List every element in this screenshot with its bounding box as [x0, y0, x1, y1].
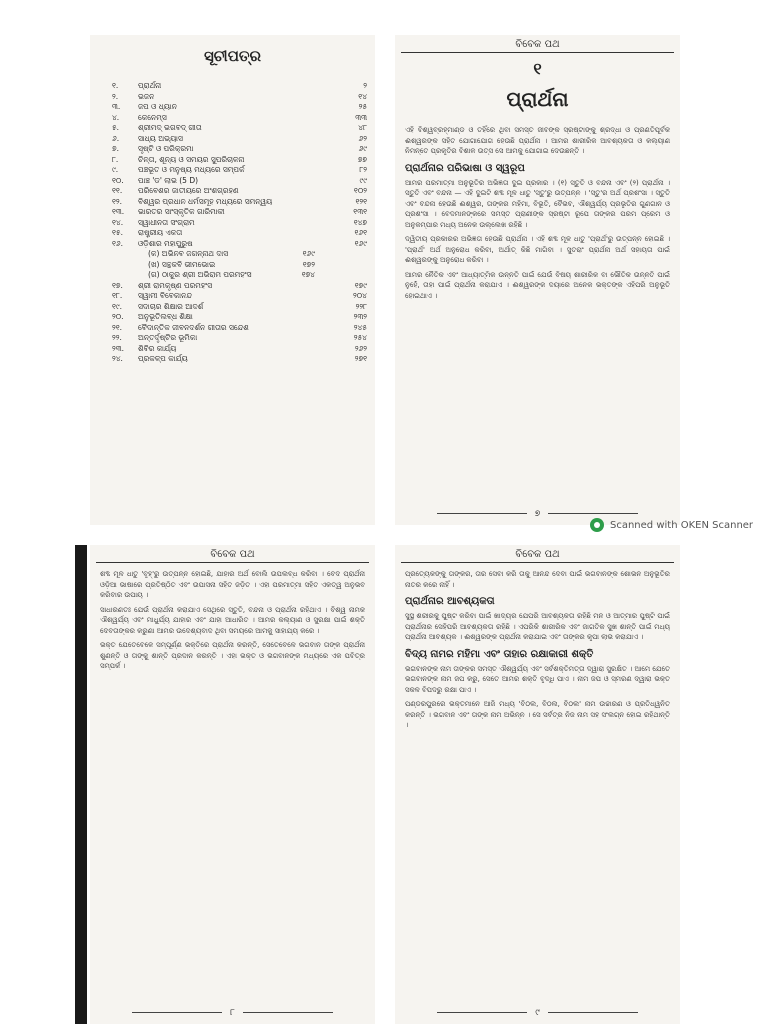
body-paragraph: ସାଧାରଣତଃ ଯେଉଁ ପ୍ରାର୍ଥନା କରାଯାଏ ସେଥିରେ ସ୍ତୁତି, ବନ୍ଦନା ଓ ପ୍ରାର୍ଥନା ରହିଥାଏ । ବିଶ୍ୱ ନାମକ ଐଶ୍ୱର୍ଯ୍ୟ ଏବଂ ମାଧୁର୍ଯ୍ୟ ଯାହାର ଏବଂ ଯାହା ଆଧାରିତ । ଆମର କଲ୍ୟାଣ ଓ ସୁରକ୍ଷା ପାଇଁ ଶକ୍ତି ଦେବତାଙ୍କର କରୁଣା ଆମର ଉଦେଶ୍ୟବାଦ ଥିବା ସମୟରେ ଆମକୁ ସାହାଯ୍ୟ କରେ । [100, 605, 365, 635]
intro-paragraph: ଏହି ବିଶ୍ୱବ୍ରହ୍ମାଣ୍ଡ ଓ ତହିଁରେ ଥିବା ସମସ୍ତ ଜୀବଙ୍କ ସ୍ରଷ୍ଟାଙ୍କୁ ଶ୍ରଦ୍ଧା ଓ ପ୍ରଣତିପୂର୍ବକ ଈଶ୍ୱରଙ୍କ ସହିତ ଯୋଗାଯୋଗ ହେଉଛି ପ୍ରାର୍ଥନା । ଆମର ଶାରୀରିକ ଆବଶ୍ୟକତା ଓ କଲ୍ୟାଣ ନିମନ୍ତେ ପ୍ରକୃତିର ବିଶାଳ ଉତ୍ସ ସେ ଆମକୁ ଯୋଗାଇ ଦେଉଛନ୍ତି । [405, 126, 670, 155]
toc-entry [90, 165, 375, 176]
chapter-number: ୧ [533, 59, 542, 78]
toc-label: ଅନ୍ତର୍ଦୃଷ୍ଟିର ଭୂମିକା [138, 333, 198, 342]
toc-entry [90, 197, 375, 208]
body-paragraph: ପଣ୍ଡରପୁରରେ ଭକ୍ତମାନେ ଆଜି ମଧ୍ୟ 'ବିଠଲ, ବିଠଲ, ବିଠଲ' ନାମ ଉଚ୍ଚାରଣ ଓ ପ୍ରତିଧ୍ୱନିତ କରନ୍ତି । ଭଗବାନ ଏବଂ ତାଙ୍କ ନାମ ଅଭିନ୍ନ । ସେ ସର୍ବତ୍ର ନିଜ ନାମ ସହ ସଂଲଗ୍ନ ହୋଇ ରହିଥାନ୍ତି । [405, 700, 670, 729]
toc-number: ୧୦. [112, 175, 124, 185]
toc-entry [90, 134, 375, 145]
toc-sub-entry [90, 249, 375, 260]
toc-number: ୮. [112, 154, 119, 164]
toc-page: ୮୨ [359, 165, 367, 174]
toc-number: ୧୭. [112, 280, 123, 290]
toc-page: ୧୭୯ [354, 280, 367, 290]
toc-number: ୨୦. [112, 312, 124, 321]
toc-label: (କ) ଅଭିନବ ଜଗନ୍ନାଥ ଦାସ [148, 249, 229, 258]
page-header: ବିବେକ ପଥ [401, 545, 674, 563]
toc-number: ୧୪. [112, 217, 124, 227]
page-header: ବିବେକ ପଥ [96, 545, 369, 563]
page-right-bottom [395, 545, 680, 1024]
toc-entry [90, 281, 375, 292]
toc-label: ଭଜନ [138, 91, 155, 101]
toc-label: ଚିନ୍ତା, ଶୂନ୍ୟ ଓ ସମୟର ସୁପରିଚାଳନା [138, 154, 245, 164]
toc-entry [90, 239, 375, 250]
section-heading: ପ୍ରାର୍ଥନାର ପରିଭାଷା ଓ ସ୍ୱରୂପ [405, 162, 525, 174]
toc-label: ପ୍ରକଳ୍ପ କାର୍ଯ୍ୟ [138, 354, 188, 363]
toc-page: ୨ [363, 81, 367, 90]
toc-entry [90, 323, 375, 334]
toc-entry [90, 123, 375, 134]
toc-entry [90, 144, 375, 155]
scanner-label: Scanned with OKEN Scanner [610, 519, 754, 531]
toc-page: ୧୪ [358, 91, 367, 101]
toc-page: ୧୭୪ [301, 270, 315, 279]
toc-label: ବିଶ୍ୱର ପ୍ରଧାନ ଧର୍ମସମୂହ ମଧ୍ୟରେ ସମନ୍ୱୟ [138, 196, 273, 206]
toc-label: ସଦାଚାର ଶିକ୍ଷାର ଆଦର୍ଶ [138, 301, 204, 311]
toc-page: ୧୬୯ [354, 238, 367, 248]
toc-label: ସୃଷ୍ଟି ଓ ପରିକ୍ରମା [138, 144, 194, 153]
toc-page: ୨୦୪ [353, 291, 367, 300]
toc-number: ୨୪. [112, 354, 123, 363]
toc-page: ୨୪୫ [353, 322, 367, 332]
toc-page: ୯୯ [359, 175, 367, 185]
toc-page: ୭୭ [357, 154, 367, 164]
toc-number: ୧୮. [112, 291, 123, 300]
toc-number: ୧୨. [112, 196, 123, 206]
toc-page: ୬୯ [358, 144, 367, 153]
toc-label: (ଖ) ସନ୍ଥକବି ଭୀମଭୋଇ [148, 259, 216, 269]
toc-page: ୨୨୮ [355, 301, 367, 311]
body-paragraph: ଶବ୍ଦ ମୂଳ ଧାତୁ 'ବୃହ୍'ରୁ ଉତ୍ପନ୍ନ ହୋଇଛି, ଯାହାର ଅର୍ଥ ବୋଲି ଉପଲବ୍ଧ କରିବା । ବେଦ ପ୍ରାର୍ଥନା ଓଡ଼ିଆ ଭାଷାରେ ପ୍ରତିଷ୍ଠିତ ଏବଂ ଉପାସନା ସହିତ ଜଡ଼ିତ । ଏହା ପରମାତ୍ମା ସହିତ ଏକତ୍ୱ ଅନୁଭବ କରିବାର ଉପାୟ । [100, 570, 365, 599]
toc-number: ୪. [112, 112, 120, 122]
body-paragraph: ଭକ୍ତ ଯେତେବେଳେ ସମ୍ପୂର୍ଣ୍ଣ ଭକ୍ତିରେ ପ୍ରାର୍ଥନା କରନ୍ତି, ସେତେବେଳେ ଭଗବାନ ତାଙ୍କ ପ୍ରାର୍ଥନା ଶୁଣନ୍ତି ଓ ତାଙ୍କୁ ଶାନ୍ତି ପ୍ରଦାନ କରନ୍ତି । ଏହା ଭକ୍ତ ଓ ଭଗବାନଙ୍କ ମଧ୍ୟରେ ଏକ ପବିତ୍ର ସମ୍ପର୍କ । [100, 641, 365, 670]
toc-label: ଅନୁଭୂତିଲବ୍ଧ ଶିକ୍ଷା [138, 312, 193, 321]
toc-page: ୧୬୯ [302, 249, 315, 258]
scanner-watermark [590, 518, 753, 532]
toc-page: ୧୩୧ [353, 207, 367, 216]
toc-entry [90, 218, 375, 229]
toc-label: ସ୍ୱାଧୀନତା ସଂଗ୍ରାମ [138, 217, 195, 227]
toc-page: ୧୪୭ [353, 217, 367, 227]
toc-page: ୧୨୧ [355, 196, 367, 206]
toc-entry [90, 333, 375, 344]
toc-title: ସୂଚୀପତ୍ର [203, 47, 261, 65]
toc-page: ୧୦୨ [353, 186, 367, 195]
toc-number: ୯. [112, 165, 119, 174]
toc-page: ୪୮ [358, 123, 367, 132]
toc-page: ୨୭୧ [354, 354, 367, 363]
page-number: ୮ [90, 1008, 375, 1018]
toc-entry [90, 81, 375, 92]
toc-label: ଶ୍ରୀ ରାମକୃଷ୍ଣ ପରମହଂସ [138, 280, 213, 290]
toc-page [90, 35, 375, 525]
page-left-bottom [90, 545, 375, 1024]
toc-page: ୧୭୨ [302, 259, 315, 269]
toc-label: ବୈଦାନ୍ତିକ ଜୀବନଦର୍ଶନ ଗୀତାର ସନ୍ଦେଶ [138, 322, 249, 332]
toc-number: ୧. [112, 81, 119, 90]
toc-number: ୧୧. [112, 186, 123, 195]
toc-label: ଭାରତର ସାଂସ୍କୃତିକ ଗାରିମାକୀ [138, 207, 225, 216]
toc-label: ସାଧ୍ୟ ଅଭ୍ୟାସ [138, 133, 183, 143]
toc-number: ୧୩. [112, 207, 125, 216]
toc-sub-entry [90, 260, 375, 271]
toc-entry [90, 291, 375, 302]
toc-page: ୨୫୪ [353, 333, 367, 342]
body-paragraph: ପ୍ରତ୍ୟେକଙ୍କୁ ତାଙ୍କର, ତାର ସେବା କରି ତାକୁ ଆନନ୍ଦ ଦେବା ପାଇଁ ଭଗବାନଙ୍କ ଶୋଭନ ଅନୁଭୂତିର ନାତର କରେ ନାହିଁ । [405, 570, 670, 589]
toc-entry [90, 102, 375, 113]
toc-page: ୩୩ [355, 112, 367, 122]
toc-page: ୨୬୨ [354, 343, 367, 353]
toc-label: ପାଞ୍ଚ 'ଡ' ଲାଭ (5 D) [138, 175, 199, 185]
oken-scanner-icon [590, 518, 604, 532]
page-edge-shadow [75, 545, 87, 1024]
body-paragraph: ଆମର ନୈତିକ ଏବଂ ଆଧ୍ୟାତ୍ମିକ ଉନ୍ନତି ପାଇଁ ଯେଉଁ ବିଷୟ ଶାରୀରିକ ବା ଭୌତିକ ଉନ୍ନତି ପାଇଁ ନୁହେଁ, ତାହା ପାଇଁ ପ୍ରାର୍ଥନା କରାଯାଏ । ଈଶ୍ୱରଙ୍କ ଦୟାରେ ଅନେକ ଭକ୍ତଙ୍କ ଏହିପରି ଅନୁଭୂତି ହୋଇଥାଏ । [405, 270, 670, 300]
toc-entry [90, 176, 375, 187]
body-paragraph: ଆମର ପରମାତ୍ମା ଅନୁଭୂତିର ଅଭିଜ୍ଞତା ଦୁଇ ପ୍ରକାର । (୧) ସ୍ତୁତି ଓ ବନ୍ଦନା ଏବଂ (୨) ପ୍ରାର୍ଥନା । ସ୍ତୁତି ଏବଂ ବନ୍ଦନା — ଏହି ଦୁଇଟି ଶବ୍ଦ ମୂଳ ଧାତୁ 'ସ୍ତୁ'ରୁ ଉତ୍ପନ୍ନ । 'ସ୍ତୁ'ର ଅର୍ଥ ପ୍ରଶଂସା । ସ୍ତୁତି ଏବଂ ବନ୍ଦନା ହେଉଛି ଈଶ୍ୱର, ତାଙ୍କର ମହିମା, ବିଭୂତି, ବୈଭବ, ଐଶ୍ୱର୍ଯ୍ୟ ପ୍ରଭୃତିର ଗୁଣଗାନ ଓ ପ୍ରଶଂସା । ବେଦମାନଙ୍କରେ ସମସ୍ତ ପ୍ରାଣୀଙ୍କ ସ୍ରଷ୍ଟା ରୂପେ ତାଙ୍କର ପରମ ପ୍ରେମ ଓ ଅନୁକମ୍ପାର ମଧ୍ୟ ଅନେକ ଉଲ୍ଲେଖ ରହିଛି । [405, 178, 670, 229]
toc-label: ଶ୍ରୀମଦ୍ ଭଗବଦ୍ ଗୀତା [138, 123, 202, 132]
page-number: ୯ [395, 1008, 680, 1018]
toc-page: ୨୫ [358, 102, 367, 111]
body-paragraph: ଦ୍ୱିତୀୟ ପ୍ରକାରର ଅଭିଜ୍ଞତା ହେଉଛି ପ୍ରାର୍ଥନା । ଏହି ଶବ୍ଦ ମୂଳ ଧାତୁ 'ପ୍ରାର୍ଥ'ରୁ ଉତ୍ପନ୍ନ ହୋଇଛି । 'ପ୍ରାର୍ଥ' ଅର୍ଥ ଅନୁରୋଧ କରିବା, ଅର୍ଥାତ୍ କିଛି ମାଗିବା । ସୁତରାଂ ପ୍ରାର୍ଥନା ଅର୍ଥ ସହାୟତା ପାଇଁ ଈଶ୍ୱରଙ୍କୁ ଅନୁରୋଧ କରିବା । [405, 235, 670, 264]
toc-list [90, 81, 375, 365]
toc-number: ୧୯. [112, 301, 123, 311]
toc-entry [90, 155, 375, 166]
toc-label: ପଞ୍ଚଭୂତ ଓ ମନୁଷ୍ୟ ମଧ୍ୟରେ ସମ୍ପର୍କ [138, 165, 245, 174]
toc-entry [90, 92, 375, 103]
section-heading: ବିଦ୍ୟ ନାମର ମହିମା ଏବଂ ତାହାର ରକ୍ଷାକାରୀ ଶକ୍ତି [405, 648, 594, 660]
toc-label: ରାଷ୍ଟ୍ରୀୟ ଏକତା [138, 228, 183, 237]
toc-label: କେନେମ୍‌ସ [138, 112, 167, 122]
body-paragraph: ଭଗବାନଙ୍କ ନାମ ତାଙ୍କର ସମସ୍ତ ଐଶ୍ୱର୍ଯ୍ୟ ଏବଂ ସର୍ବଶକ୍ତିମତ୍ତା ଦ୍ୱାରା ସୁରକ୍ଷିତ । ଆମେ ଯେତେ ଭଗବାନଙ୍କ ନାମ ଜପ କରୁ, ସେତେ ଆମର ଶକ୍ତି ବୃଦ୍ଧି ପାଏ । ନାମ ଜପ ଓ ସ୍ମରଣ ଦ୍ୱାରା ଭକ୍ତ ସକଳ ବିପଦରୁ ରକ୍ଷା ପାଏ । [405, 664, 670, 694]
page-number: ୭ [395, 509, 680, 519]
toc-label: ପ୍ରାର୍ଥନା [138, 81, 162, 90]
toc-number: ୧୫. [112, 228, 123, 237]
toc-entry [90, 354, 375, 365]
toc-number: ୨. [112, 91, 119, 101]
toc-number: ୧୬. [112, 238, 124, 248]
toc-entry [90, 302, 375, 313]
toc-number: ୬. [112, 133, 120, 143]
body-paragraph: ସୁସ୍ଥ ଶରୀରକୁ ପୁଷ୍ଟ କରିବା ପାଇଁ ଖାଦ୍ୟର ଯେପରି ଆବଶ୍ୟକତା ରହିଛି ମନ ଓ ଆତ୍ମାର ପୁଷ୍ଟି ପାଇଁ ପ୍ରାର୍ଥନାର ସେହିପରି ଆବଶ୍ୟକତା ରହିଛି । ଏପରିକି ଶାରୀରିକ ଏବଂ ଜାଗତିକ ସୁଖ ଶାନ୍ତି ପାଇଁ ମଧ୍ୟ ପ୍ରାର୍ଥନା ଆବଶ୍ୟକ । ଈଶ୍ୱରଙ୍କ ପ୍ରାର୍ଥନା କରାଯାଇ ଏବଂ ତାଙ୍କର କୃପା ଲାଭ କରାଯାଏ । [405, 612, 670, 641]
toc-entry [90, 113, 375, 124]
toc-label: ପରିବେଶର ଜାତୀୟରେ ଅଂଶଗ୍ରହଣ [138, 186, 239, 195]
toc-page: ୨୩୨ [353, 312, 367, 321]
toc-number: ୭. [112, 144, 119, 153]
toc-sub-entry [90, 270, 375, 281]
toc-entry [90, 228, 375, 239]
toc-entry [90, 344, 375, 355]
section-heading: ପ୍ରାର୍ଥନାର ଆବଶ୍ୟକତା [405, 596, 495, 607]
toc-entry [90, 312, 375, 323]
toc-label: ଜପ ଓ ଧ୍ୟାନ [138, 102, 177, 111]
toc-entry [90, 207, 375, 218]
toc-number: ୨୧. [112, 322, 123, 332]
toc-number: ୨୨. [112, 333, 122, 342]
toc-label: ଶିବିର କାର୍ଯ୍ୟ [138, 343, 177, 353]
toc-label: ଓଡ଼ିଶାର ମହାପୁରୁଷ [138, 238, 193, 248]
toc-number: ୨୩. [112, 343, 125, 353]
toc-number: ୫. [112, 123, 120, 132]
page-header: ବିବେକ ପଥ [401, 35, 674, 53]
toc-page: ୧୬୧ [354, 228, 367, 237]
chapter-title: ପ୍ରାର୍ଥନା [506, 87, 569, 111]
toc-number: ୩. [112, 102, 121, 111]
toc-label: ସ୍ୱାମୀ ବିବେକାନନ୍ଦ [138, 291, 192, 300]
toc-page: ୬୨ [358, 133, 367, 143]
prayer-page [395, 35, 680, 525]
toc-label: (ଗ) ଠାକୁର ଶ୍ରୀ ଅଭିରାମ ପରମହଂସ [148, 270, 252, 279]
toc-entry [90, 186, 375, 197]
